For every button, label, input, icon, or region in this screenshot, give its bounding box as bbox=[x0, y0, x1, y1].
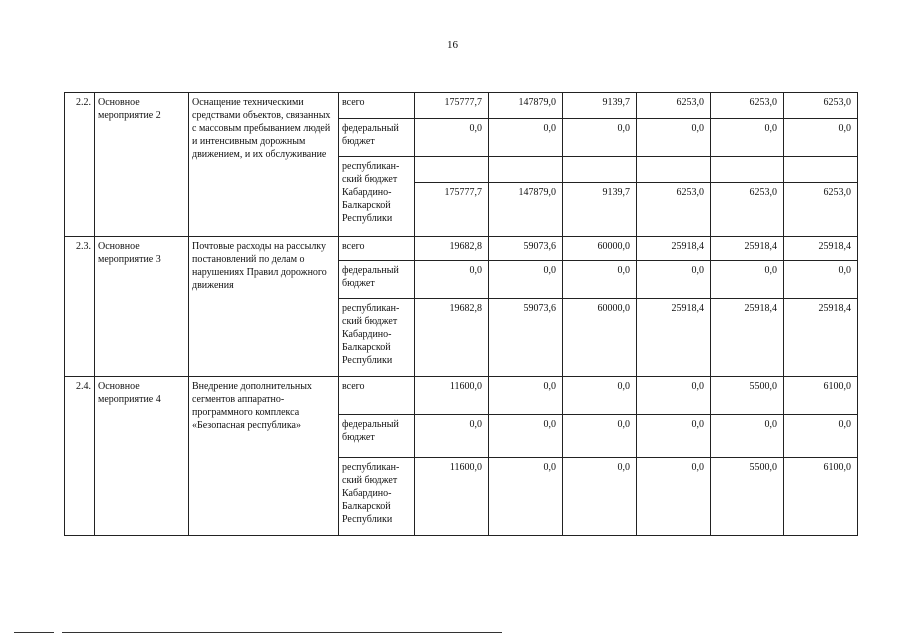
budget-table bbox=[64, 92, 858, 536]
table-row bbox=[65, 93, 858, 119]
value-cell: 0,0 bbox=[637, 415, 711, 458]
value-cell: 0,0 bbox=[415, 119, 489, 157]
value-cell: 59073,6 bbox=[489, 299, 563, 377]
source-label: республикан-ский бюджет Кабардино-Балкарской Республики bbox=[339, 458, 415, 536]
source-label: республикан-ский бюджет Кабардино-Балкарской Республики bbox=[339, 299, 415, 377]
empty-cell bbox=[489, 157, 563, 183]
value-cell: 9139,7 bbox=[563, 183, 637, 237]
value-cell: 0,0 bbox=[563, 415, 637, 458]
value-cell: 19682,8 bbox=[415, 237, 489, 261]
value-cell: 25918,4 bbox=[711, 299, 784, 377]
value-cell: 25918,4 bbox=[711, 237, 784, 261]
value-cell: 11600,0 bbox=[415, 377, 489, 415]
table-row bbox=[65, 237, 858, 261]
value-cell: 19682,8 bbox=[415, 299, 489, 377]
value-cell: 0,0 bbox=[784, 415, 858, 458]
value-cell: 6253,0 bbox=[711, 183, 784, 237]
value-cell: 6253,0 bbox=[784, 183, 858, 237]
value-cell: 0,0 bbox=[711, 261, 784, 299]
empty-cell bbox=[784, 157, 858, 183]
empty-cell bbox=[711, 157, 784, 183]
event-description: Оснащение техническими средствами объектов, связанных с массовым пребыванием людей и интенсивным дорожным движением, и их обслуживание bbox=[189, 93, 339, 237]
value-cell: 25918,4 bbox=[637, 299, 711, 377]
event-name: Основное мероприятие 4 bbox=[95, 377, 189, 536]
value-cell: 6253,0 bbox=[637, 183, 711, 237]
table-row bbox=[65, 377, 858, 415]
empty-cell bbox=[563, 157, 637, 183]
value-cell: 0,0 bbox=[489, 415, 563, 458]
value-cell: 0,0 bbox=[489, 261, 563, 299]
page-number: 16 bbox=[447, 39, 458, 51]
value-cell: 25918,4 bbox=[784, 237, 858, 261]
source-label: всего bbox=[339, 237, 415, 261]
value-cell: 0,0 bbox=[711, 119, 784, 157]
value-cell: 0,0 bbox=[784, 261, 858, 299]
value-cell: 0,0 bbox=[489, 377, 563, 415]
scan-artifact-line bbox=[62, 632, 502, 633]
value-cell: 0,0 bbox=[563, 377, 637, 415]
value-cell: 0,0 bbox=[563, 458, 637, 536]
value-cell: 6253,0 bbox=[784, 93, 858, 119]
value-cell: 11600,0 bbox=[415, 458, 489, 536]
value-cell: 0,0 bbox=[563, 261, 637, 299]
value-cell: 175777,7 bbox=[415, 93, 489, 119]
event-description: Почтовые расходы на рассылку постановлений по делам о нарушениях Правил дорожного движения bbox=[189, 237, 339, 377]
value-cell: 6253,0 bbox=[637, 93, 711, 119]
value-cell: 25918,4 bbox=[784, 299, 858, 377]
source-label: всего bbox=[339, 93, 415, 119]
event-name: Основное мероприятие 2 bbox=[95, 93, 189, 237]
value-cell: 0,0 bbox=[489, 458, 563, 536]
source-label: всего bbox=[339, 377, 415, 415]
row-code: 2.2. bbox=[65, 93, 95, 237]
empty-cell bbox=[415, 157, 489, 183]
value-cell: 5500,0 bbox=[711, 377, 784, 415]
value-cell: 9139,7 bbox=[563, 93, 637, 119]
source-label: республикан-ский бюджет Кабардино-Балкарской Республики bbox=[339, 157, 415, 237]
value-cell: 0,0 bbox=[711, 415, 784, 458]
value-cell: 6100,0 bbox=[784, 458, 858, 536]
value-cell: 0,0 bbox=[489, 119, 563, 157]
value-cell: 0,0 bbox=[563, 119, 637, 157]
value-cell: 25918,4 bbox=[637, 237, 711, 261]
value-cell: 175777,7 bbox=[415, 183, 489, 237]
source-label: федеральный бюджет bbox=[339, 119, 415, 157]
value-cell: 0,0 bbox=[637, 377, 711, 415]
value-cell: 60000,0 bbox=[563, 237, 637, 261]
row-code: 2.3. bbox=[65, 237, 95, 377]
value-cell: 6100,0 bbox=[784, 377, 858, 415]
value-cell: 147879,0 bbox=[489, 93, 563, 119]
value-cell: 5500,0 bbox=[711, 458, 784, 536]
source-label: федеральный бюджет bbox=[339, 261, 415, 299]
value-cell: 0,0 bbox=[784, 119, 858, 157]
value-cell: 0,0 bbox=[637, 458, 711, 536]
value-cell: 0,0 bbox=[637, 261, 711, 299]
value-cell: 60000,0 bbox=[563, 299, 637, 377]
value-cell: 0,0 bbox=[415, 415, 489, 458]
value-cell: 0,0 bbox=[637, 119, 711, 157]
source-label: федеральный бюджет bbox=[339, 415, 415, 458]
scan-artifact-line bbox=[14, 632, 54, 633]
row-code: 2.4. bbox=[65, 377, 95, 536]
event-description: Внедрение дополнительных сегментов аппаратно-программного комплекса «Безопасная республика» bbox=[189, 377, 339, 536]
event-name: Основное мероприятие 3 bbox=[95, 237, 189, 377]
value-cell: 6253,0 bbox=[711, 93, 784, 119]
value-cell: 0,0 bbox=[415, 261, 489, 299]
value-cell: 59073,6 bbox=[489, 237, 563, 261]
value-cell: 147879,0 bbox=[489, 183, 563, 237]
empty-cell bbox=[637, 157, 711, 183]
